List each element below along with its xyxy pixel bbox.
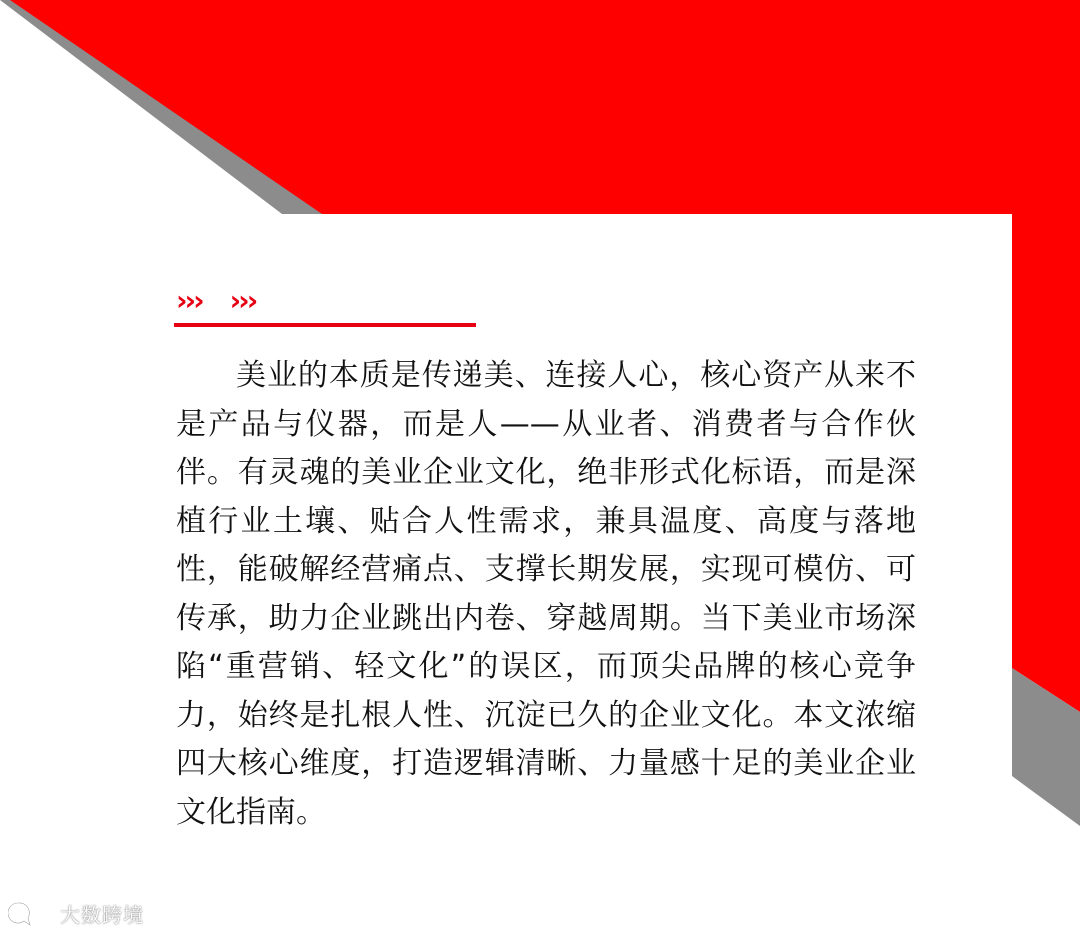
section-underline xyxy=(174,323,476,327)
article-paragraph: 美业的本质是传递美、连接人心，核心资产从来不是产品与仪器，而是人——从业者、消费者与合作伙伴。有灵魂的美业企业文化，绝非形式化标语，而是深植行业土壤、贴合人性需求，兼具温度、高度与落地性，能破解经营痛点、支撑长期发展，实现可模仿、可传承，助力企业跳出内卷、穿越周期。当下美业市场深陷“重营销、轻文化”的误区，而顶尖品牌的核心竞争力，始终是扎根人性、沉淀已久的企业文化。本文浓缩四大核心维度，打造逻辑清晰、力量感十足的美业企业文化指南。 xyxy=(176,358,916,830)
right-red-column xyxy=(1012,214,1080,712)
top-red-band xyxy=(10,0,1080,214)
speech-bubble-logo-icon xyxy=(8,899,54,927)
watermark xyxy=(8,898,144,928)
section-marker xyxy=(176,286,255,316)
chevrons-icon: ››› xyxy=(176,284,202,317)
chevrons-icon-2: ››› xyxy=(229,284,256,317)
watermark-text: 大数跨境 xyxy=(60,902,144,927)
